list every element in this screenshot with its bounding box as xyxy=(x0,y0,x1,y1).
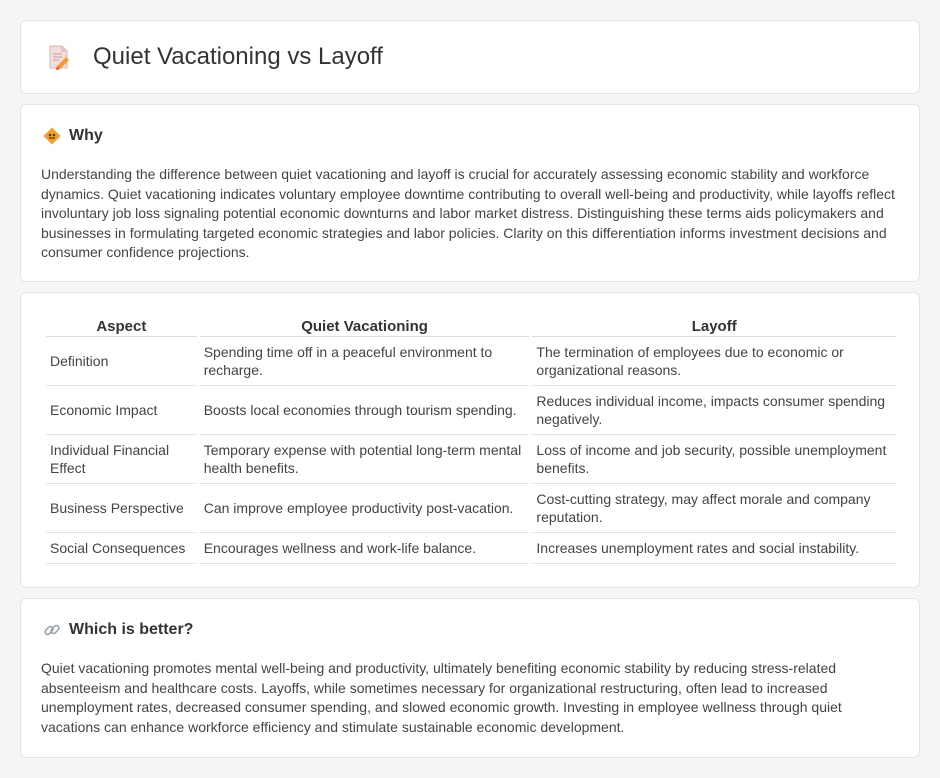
better-text: Quiet vacationing promotes mental well-being and productivity, ultimately benefiting economic stability by reducing stress-related absenteeism and healthcare costs. Layoffs, while sometimes necessary for organizational restructuring, often lead to increased unemployment rates, decreased consumer spending, and slowed economic growth. Investing in employee wellness through quiet vacations can enhance workforce efficiency and stimulate sustainable economic development. xyxy=(41,660,842,735)
why-text: Understanding the difference between quiet vacationing and layoff is crucial for accurately assessing economic stability and workforce dynamics. Quiet vacationing indicates voluntary employee downtime contributing to overall well-being and productivity, while layoffs reflect involuntary job loss signaling potential economic downturns and labor market distress. Distinguishing these terms aids policymakers and businesses in formulating targeted economic strategies and labor policies. Clarity on this differentiation informs investment decisions and consumer confidence projections. xyxy=(41,166,895,260)
document-pencil-icon xyxy=(47,44,71,70)
column-header-aspect: Aspect xyxy=(46,315,197,337)
which-is-better-section xyxy=(20,598,920,758)
layoff-cell: Reduces individual income, impacts consumer spending negatively. xyxy=(532,386,896,435)
better-heading xyxy=(43,621,193,639)
better-title: Which is better? xyxy=(69,621,194,638)
layoff-cell: Cost-cutting strategy, may affect morale and company reputation. xyxy=(532,484,896,533)
aspect-cell: Definition xyxy=(46,337,197,386)
quiet-vacationing-cell: Can improve employee productivity post-vacation. xyxy=(200,484,530,533)
aspect-cell: Individual Financial Effect xyxy=(46,435,197,484)
comparison-section xyxy=(20,292,920,588)
table-row xyxy=(46,533,896,564)
header-card xyxy=(20,20,920,94)
table-header-row xyxy=(46,315,896,337)
aspect-cell: Business Perspective xyxy=(46,484,197,533)
title-row xyxy=(47,43,383,71)
why-heading xyxy=(43,127,103,145)
layoff-cell: Increases unemployment rates and social instability. xyxy=(532,533,896,564)
table-row xyxy=(46,484,896,533)
link-icon xyxy=(43,621,61,639)
diamond-sign-icon xyxy=(43,127,61,145)
page-title: Quiet Vacationing vs Layoff xyxy=(93,43,383,70)
aspect-cell: Social Consequences xyxy=(46,533,197,564)
table-row xyxy=(46,386,896,435)
table-row xyxy=(46,337,896,386)
quiet-vacationing-cell: Boosts local economies through tourism spending. xyxy=(200,386,530,435)
column-header-quiet-vacationing: Quiet Vacationing xyxy=(200,315,530,337)
table-row xyxy=(46,435,896,484)
quiet-vacationing-cell: Spending time off in a peaceful environment to recharge. xyxy=(200,337,530,386)
layoff-cell: Loss of income and job security, possible unemployment benefits. xyxy=(532,435,896,484)
quiet-vacationing-cell: Encourages wellness and work-life balance. xyxy=(200,533,530,564)
layoff-cell: The termination of employees due to economic or organizational reasons. xyxy=(532,337,896,386)
comparison-table xyxy=(43,315,899,564)
quiet-vacationing-cell: Temporary expense with potential long-term mental health benefits. xyxy=(200,435,530,484)
aspect-cell: Economic Impact xyxy=(46,386,197,435)
column-header-layoff: Layoff xyxy=(532,315,896,337)
why-title: Why xyxy=(69,127,103,144)
why-section xyxy=(20,104,920,282)
